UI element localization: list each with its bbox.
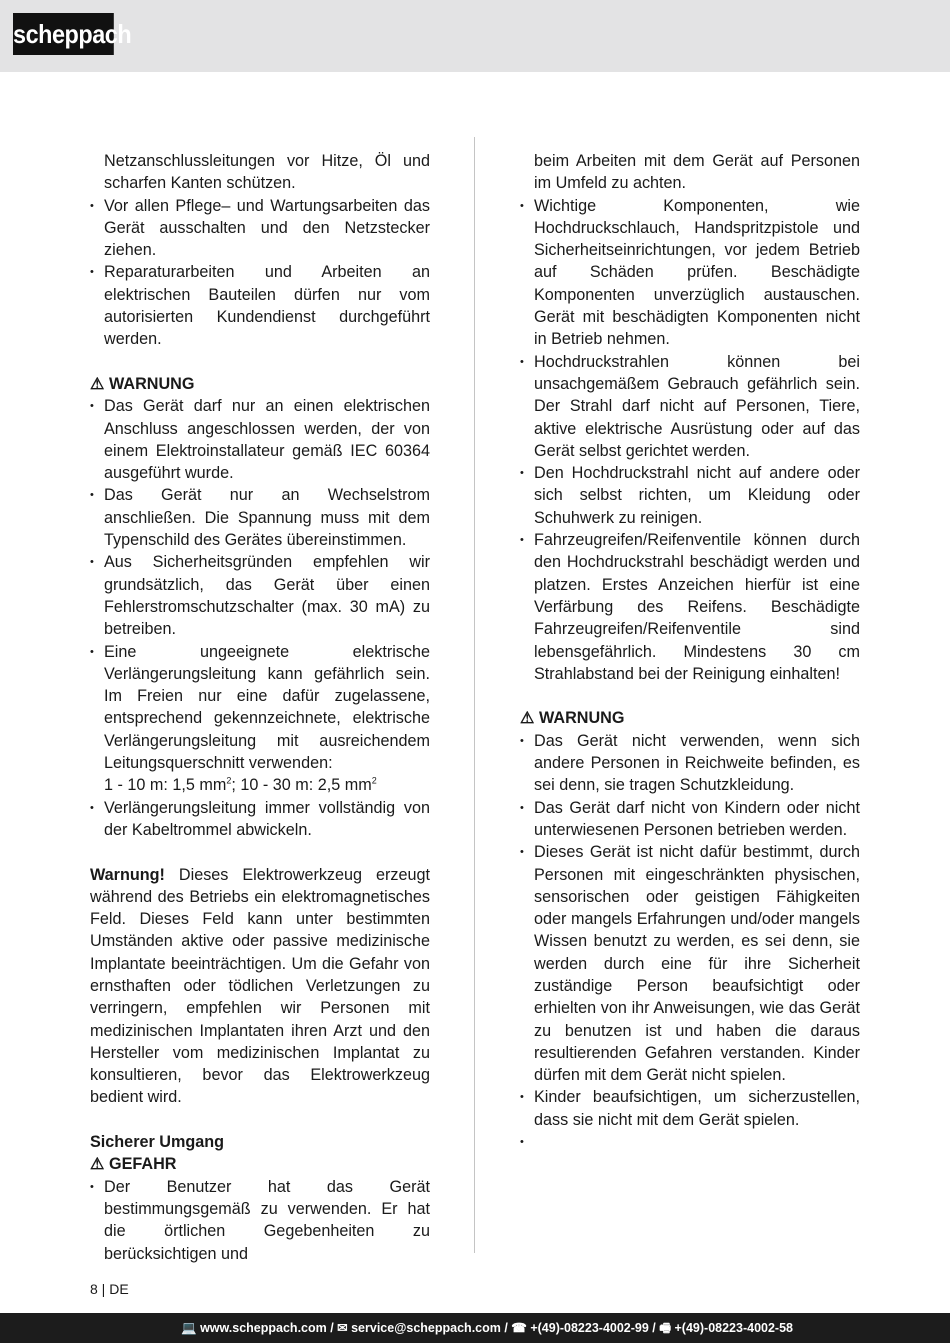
- list-item: • Reparaturarbeiten und Arbeiten an elektrischen Bauteilen dürfen nur vom autorisierten Kundendienst durchgeführt werden.: [90, 261, 430, 350]
- list-item: • Fahrzeugreifen/Reifenventile können durch den Hochdruckstrahl beschädigt werden und platzen. Erstes Anzeichen hierfür ist eine Verfärbung des Reifens. Beschädigte Fahrzeugreifen/Reifenventile sind lebensgefährlich. Mindestens 30 cm Strahlabstand bei der Reinigung einhalten!: [520, 529, 860, 685]
- list-item: • Kinder beaufsichtigen, um sicherzustellen, dass sie nicht mit dem Gerät spielen.: [520, 1086, 860, 1131]
- list-item: • Aus Sicherheitsgründen empfehlen wir grundsätzlich, das Gerät über einen Fehlerstromschutzschalter (max. 30 mA) zu betreiben.: [90, 551, 430, 640]
- brand-logo: scheppach: [13, 13, 114, 55]
- footer-bar: [0, 1313, 950, 1343]
- warning-heading: ⚠ WARNUNG: [520, 709, 625, 728]
- list-item: • Den Hochdruckstrahl nicht auf andere oder sich selbst richten, um Kleidung oder Schuhwerk zu reinigen.: [520, 462, 860, 529]
- emf-warning: Warnung! Dieses Elektrowerkzeug erzeugt während des Betriebs ein elektromagnetisches Feld. Dieses Feld kann unter bestimmten Umständen aktive oder passive medizinische Implantate beeinträchtigen. Um die Gefahr von ernsthaften oder tödlichen Verletzungen zu verringern, empfehlen wir Personen mit medizinischen Implantaten ihren Arzt und den Hersteller vom medizinischen Implantat zu konsultieren, bevor das Elektrowerkzeug bedient wird.: [90, 865, 430, 1107]
- section-title: Sicherer Umgang: [90, 1133, 225, 1152]
- list-item-empty: [520, 1131, 860, 1153]
- list-item: • Verlängerungsleitung immer vollständig von der Kabeltrommel abwickeln.: [90, 797, 430, 842]
- cable-spec: 1 - 10 m: 1,5 $mm^2$; 10 - 30 m: 2,5 $mm^2$: [104, 775, 377, 795]
- list-item: • Das Gerät darf nur an einen elektrischen Anschluss angeschlossen werden, der von einem Elektroinstallateur gemäß IEC 60364 ausgeführt wurde.: [90, 395, 430, 484]
- danger-heading: ⚠ GEFAHR: [90, 1155, 177, 1174]
- list-item: • Der Benutzer hat das Gerät bestimmungsgemäß zu verwenden. Er hat die örtlichen Gegebenheiten zu berücksichtigen und: [90, 1176, 430, 1265]
- header-bar: [0, 0, 950, 72]
- list-item: • Eine ungeeignete elektrische Verlängerungsleitung kann gefährlich sein. Im Freien nur eine dafür zugelassene, entsprechend gekennzeichnete, elektrische Verlängerungsleitung mit ausreichendem Leitungsquerschnitt verwenden:: [90, 641, 430, 775]
- column-divider: [474, 137, 475, 1253]
- list-item: • Das Gerät darf nicht von Kindern oder nicht unterwiesenen Personen betrieben werden.: [520, 797, 860, 842]
- list-item: • Vor allen Pflege– und Wartungsarbeiten das Gerät ausschalten und den Netzstecker ziehen.: [90, 195, 430, 262]
- intro-text: beim Arbeiten mit dem Gerät auf Personen im Umfeld zu achten.: [534, 152, 860, 193]
- right-column: [520, 150, 860, 1153]
- list-item: • Dieses Gerät ist nicht dafür bestimmt, durch Personen mit eingeschränkten physischen, sensorischen oder geistigen Fähigkeiten oder mangels Erfahrungen und/oder mangels Wissen benutzt zu werden, es sei denn, sie werden durch eine für ihre Sicherheit zuständige Person beaufsichtigt oder erhielten von ihr Anweisungen, wie das Gerät zu benutzen ist und haben die daraus resultierenden Gefahren verstanden. Kinder dürfen mit dem Gerät nicht spielen.: [520, 841, 860, 1086]
- warning-heading: ⚠ WARNUNG: [90, 374, 195, 393]
- list-item: • Das Gerät nicht verwenden, wenn sich andere Personen in Reichweite befinden, es sei denn, sie tragen Schutzkleidung.: [520, 730, 860, 797]
- page-number: 8 | DE: [90, 1281, 129, 1297]
- list-item: • Hochdruckstrahlen können bei unsachgemäßem Gebrauch gefährlich sein. Der Strahl darf nicht auf Personen, Tiere, aktive elektrische Ausrüstung oder auf das Gerät selbst gerichtet werden.: [520, 351, 860, 462]
- left-column: [90, 150, 430, 1265]
- intro-text: Netzanschlussleitungen vor Hitze, Öl und scharfen Kanten schützen.: [104, 152, 430, 193]
- list-item: • Das Gerät nur an Wechselstrom anschließen. Die Spannung muss mit dem Typenschild des Gerätes übereinstimmen.: [90, 484, 430, 551]
- list-item: • Wichtige Komponenten, wie Hochdruckschlauch, Handspritzpistole und Sicherheitseinrichtungen, vor jedem Betrieb auf Schäden prüfen. Beschädigte Komponenten unverzüglich austauschen. Gerät mit beschädigten Komponenten nicht in Betrieb nehmen.: [520, 195, 860, 351]
- footer-contact: 💻 www.scheppach.com / ✉ service@scheppach.com / ☎ +(49)-08223-4002-99 / 🖷 +(49)-08223-4002-58: [181, 1321, 793, 1335]
